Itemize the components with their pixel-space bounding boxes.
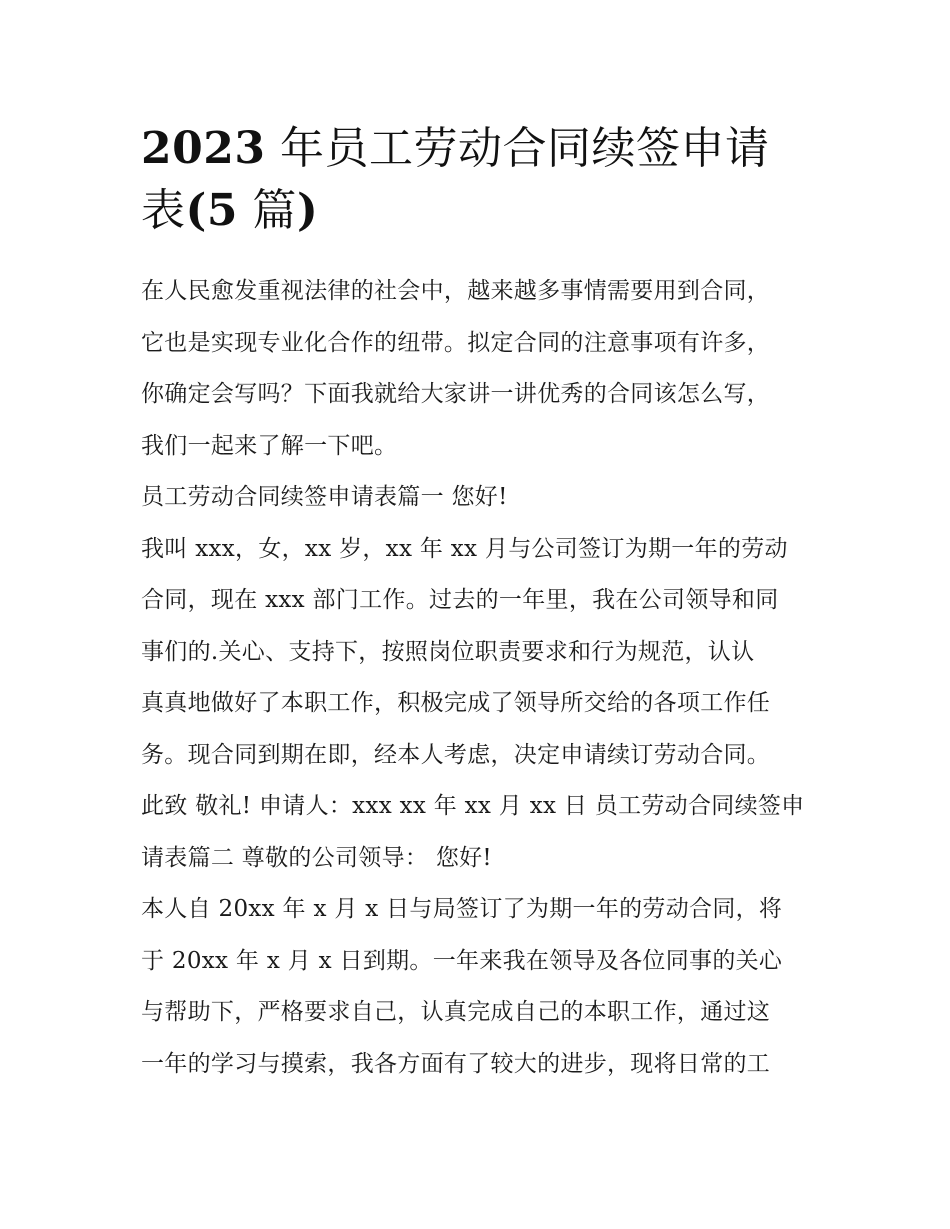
body-line: 本人自 20xx 年 x 月 x 日与局签订了为期一年的劳动合同，将 bbox=[141, 896, 783, 922]
body-line: 真真地做好了本职工作，积极完成了领导所交给的各项工作任 bbox=[141, 690, 771, 716]
body-line: 一年的学习与摸索，我各方面有了较大的进步，现将日常的工 bbox=[141, 1050, 771, 1077]
document-body bbox=[141, 266, 821, 1090]
document-page bbox=[141, 118, 821, 1090]
body-line: 你确定会写吗？下面我就给大家讲一讲优秀的合同该怎么写， bbox=[141, 381, 771, 407]
body-line: 务。现合同到期在即，经本人考虑，决定申请续订劳动合同。 bbox=[141, 741, 771, 768]
body-line: 在人民愈发重视法律的社会中，越来越多事情需要用到合同， bbox=[141, 278, 771, 304]
body-line: 此致 敬礼! 申请人：xxx xx 年 xx 月 xx 日 员工劳动合同续签申 bbox=[141, 793, 805, 819]
body-line: 事们的.关心、支持下，按照岗位职责要求和行为规范，认认 bbox=[141, 638, 755, 665]
title-spacer bbox=[141, 242, 821, 266]
title-line-1: 2023 年员工劳动合同续签申请 bbox=[141, 123, 770, 174]
body-line: 员工劳动合同续签申请表篇一 您好! bbox=[141, 484, 508, 510]
body-line: 合同，现在 xxx 部门工作。过去的一年里，我在公司领导和同 bbox=[141, 587, 779, 613]
body-line: 我们一起来了解一下吧。 bbox=[141, 432, 398, 459]
body-line: 与帮助下，严格要求自己，认真完成自己的本职工作，通过这 bbox=[141, 999, 771, 1025]
body-line: 我叫 xxx，女，xx 岁，xx 年 xx 月与公司签订为期一年的劳动 bbox=[141, 535, 788, 562]
title-line-2: 表(5 篇) bbox=[141, 185, 319, 236]
body-line: 它也是实现专业化合作的纽带。拟定合同的注意事项有许多， bbox=[141, 329, 771, 356]
body-line: 于 20xx 年 x 月 x 日到期。一年来我在领导及各位同事的关心 bbox=[141, 947, 783, 974]
document-title bbox=[141, 118, 821, 242]
body-line: 请表篇二 尊敬的公司领导： 您好! bbox=[141, 844, 492, 871]
